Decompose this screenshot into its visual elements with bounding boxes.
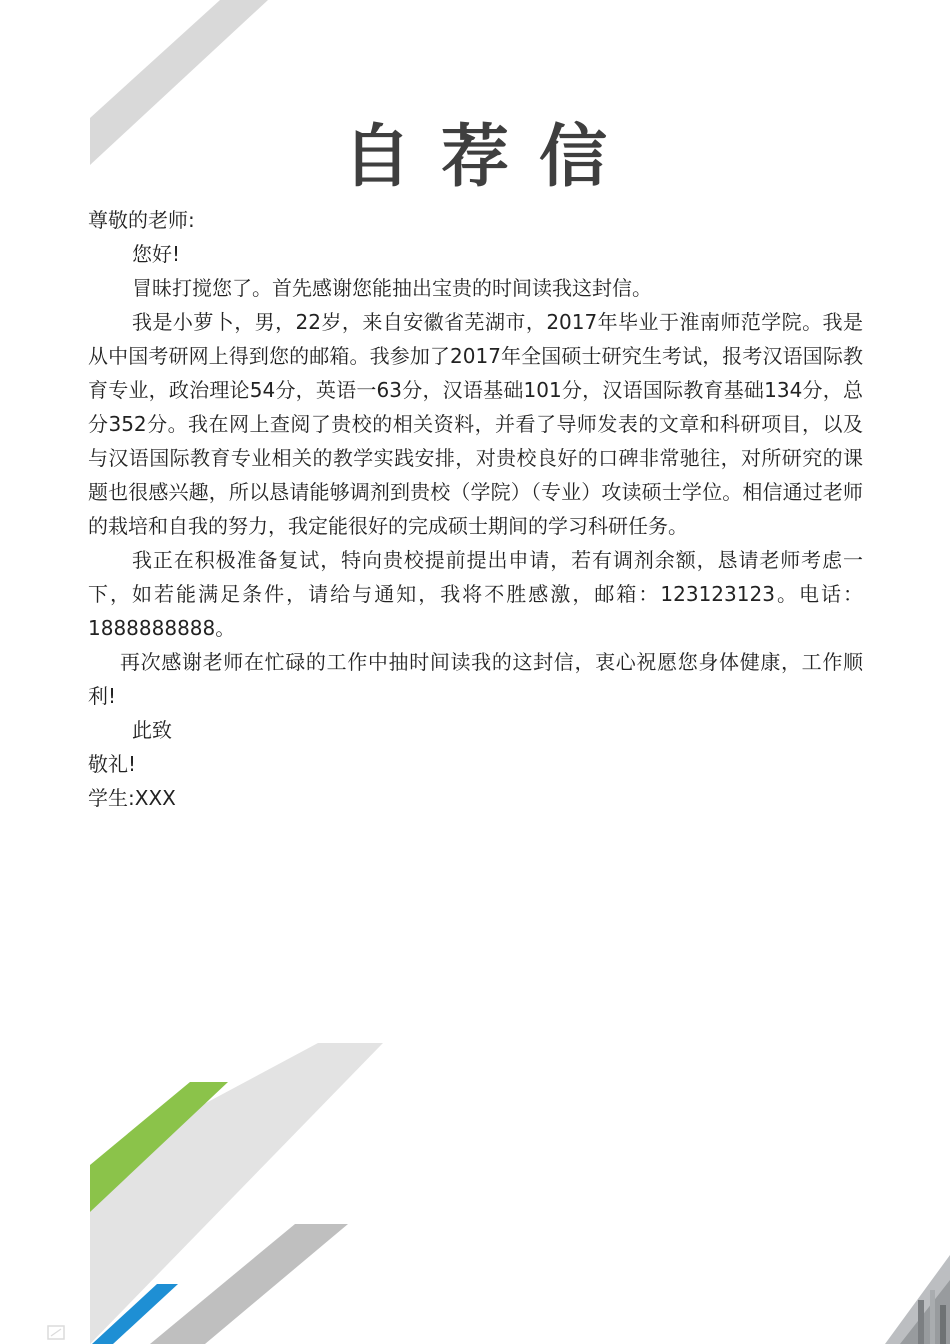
paragraph-thanks: 再次感谢老师在忙碌的工作中抽时间读我的这封信，衷心祝愿您身体健康，工作顺利!: [88, 650, 863, 708]
salutation: 尊敬的老师:: [88, 208, 195, 232]
letter-body: [88, 203, 863, 815]
city-photo-corner: [885, 1255, 950, 1344]
paragraph-intro: 冒昧打搅您了。首先感谢您能抽出宝贵的时间读我这封信。: [132, 276, 652, 300]
greeting: 您好!: [132, 242, 181, 266]
page-title: 自荐信: [342, 117, 637, 197]
paragraph-background: 我是小萝卜，男，22岁，来自安徽省芜湖市，2017年毕业于淮南师范学院。我是从中国考研网上得到您的邮箱。我参加了2017年全国硕士研究生考试，报考汉语国际教育专业，政治理论54分，英语一63分，汉语基础101分，汉语国际教育基础134分，总分352分。我在网上查阅了贵校的相关资料，并看了导师发表的文章和科研项目，以及与汉语国际教育专业相关的教学实践安排，对贵校良好的口碑非常驰往，对所研究的课题也很感兴趣，所以恳请能够调剂到贵校（学院）（专业）攻读硕士学位。相信通过老师的栽培和自我的努力，我定能很好的完成硕士期间的学习科研任务。: [88, 310, 863, 538]
signature: 学生:XXX: [88, 786, 176, 810]
closing-line-1: 此致: [132, 718, 172, 742]
paragraph-request: 我正在积极准备复试，特向贵校提前提出申请，若有调剂余额，恳请老师考虑一下，如若能满足条件，请给与通知，我将不胜感激，邮箱：123123123。电话：1888888888。: [88, 548, 863, 640]
closing-line-2: 敬礼!: [88, 752, 137, 776]
watermark-logo: [48, 1326, 64, 1339]
